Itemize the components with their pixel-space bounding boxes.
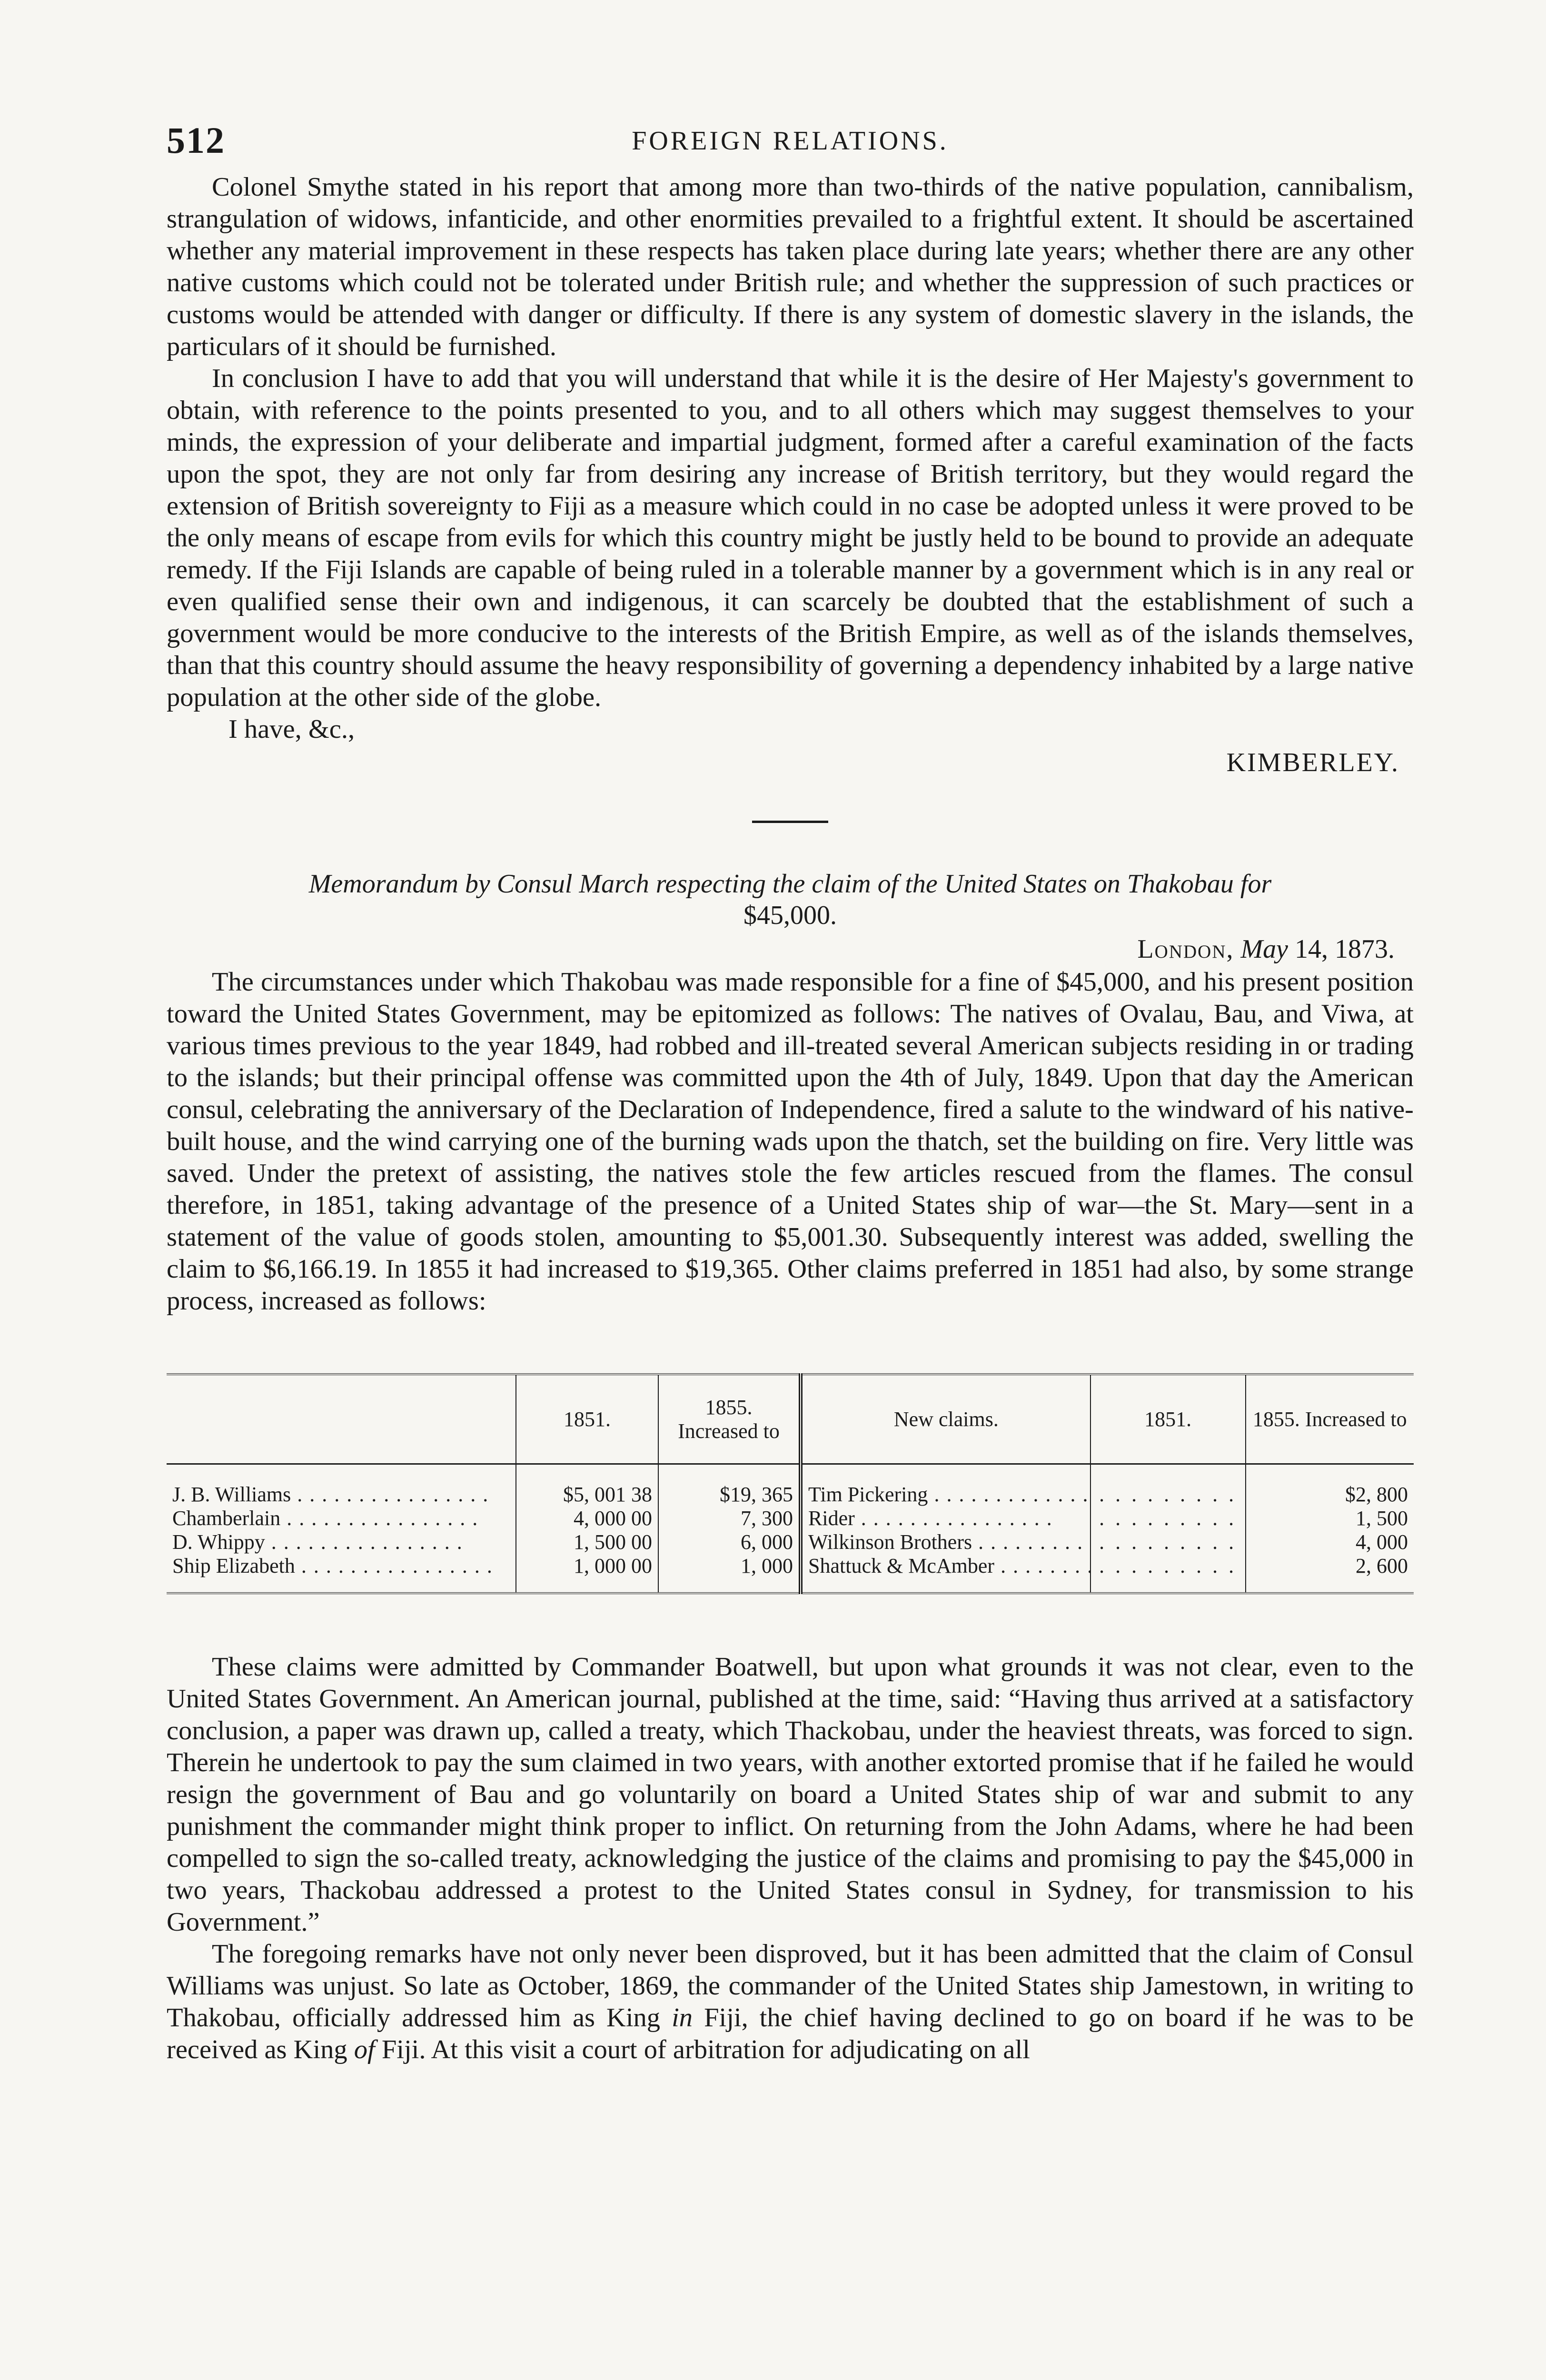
new-claimant-name-text: Wilkinson Brothers xyxy=(808,1530,972,1554)
new-claimant-name xyxy=(801,1507,1090,1530)
salutation: I have, &c., xyxy=(228,714,355,744)
section-divider xyxy=(752,821,828,823)
new-claimant-name-text: Tim Pickering xyxy=(808,1483,928,1506)
memorandum-paragraph: The circumstances under which Thakobau was made responsible for a fine of $45,000, and his present position toward the United States Government, may be epitomized as follows: The natives of Ovalau, Bau, and Viwa, at various times previous to the year 1849, had robbed and ill-treated several American subjects residing in or trading to the islands; but their principal offense was committed upon the 4th of July, 1849. Upon that day the American consul, celebrating the anniversary of the Declaration of Independence, fired a salute to the windward of his native-built house, and the wind carrying one of the burning wads upon the thatch, set the building on fire. Very little was saved. Under the pretext of assisting, the natives stole the few articles rescued from the flames. The consul therefore, in 1851, taking advantage of the presence of a United States ship of war—the St. Mary—sent in a statement of the value of goods stolen, amounting to $5,001.30. Subsequently interest was added, swelling the claim to $6,166.19. In 1855 it had increased to $19,365. Other claims preferred in 1851 had also, by some strange process, increased as follows: xyxy=(167,967,1414,1316)
col-header-new-1855: 1855. Increased to xyxy=(1246,1374,1414,1464)
dot-leader xyxy=(972,1530,1090,1554)
dot-leader xyxy=(928,1483,1090,1506)
col-header-new-1851: 1851. xyxy=(1090,1374,1246,1464)
paragraph-text: Fiji. At this visit a court of arbitration for adjudicating on all xyxy=(375,2035,1030,2064)
paragraph-text: The foregoing remarks have not only never been disproved, but it has been admitted that the claim of Consul Williams was unjust. So late as October, 1869, the commander of the United States ship Jamestown, in writing to Thakobau, officially addressed him as King xyxy=(167,1939,1414,2033)
claimant-name xyxy=(167,1530,516,1554)
new-claim-1855: $2, 800 xyxy=(1246,1464,1414,1507)
memorandum-title-amount: $45,000. xyxy=(743,901,837,930)
new-claimant-name-text: Shattuck & McAmber xyxy=(808,1554,995,1577)
italic-word: in xyxy=(672,2003,693,2033)
document-page xyxy=(167,119,1414,2066)
claim-1855: 1, 000 xyxy=(658,1554,801,1593)
claimant-name-text: Ship Elizabeth xyxy=(172,1554,295,1577)
claimant-name-text: Chamberlain xyxy=(172,1507,281,1530)
memorandum-paragraph xyxy=(167,1938,1414,2066)
col-header-1855: 1855. Increased to xyxy=(658,1374,801,1464)
new-claimant-name xyxy=(801,1530,1090,1554)
col-header-name xyxy=(167,1374,516,1464)
dateline xyxy=(167,934,1414,964)
dot-leader xyxy=(295,1554,493,1577)
new-claimant-name-text: Rider xyxy=(808,1507,855,1530)
claimant-name xyxy=(167,1507,516,1530)
page-number: 512 xyxy=(167,119,225,161)
table-row xyxy=(167,1507,1414,1530)
dateline-date: 14, 1873. xyxy=(1295,934,1395,964)
dot-leader xyxy=(265,1530,463,1554)
dot-leader xyxy=(291,1483,489,1506)
dateline-month: May xyxy=(1240,934,1288,964)
claim-1855: 7, 300 xyxy=(658,1507,801,1530)
memorandum-title-text: Memorandum by Consul March respecting the claim of the United States on Thakobau for xyxy=(308,869,1272,899)
claimant-name xyxy=(167,1554,516,1593)
new-claim-1855: 2, 600 xyxy=(1246,1554,1414,1593)
memorandum-title xyxy=(167,868,1414,931)
new-claim-1855: 1, 500 xyxy=(1246,1507,1414,1530)
new-claim-1851: . . . . . . . . . xyxy=(1090,1554,1246,1593)
dot-leader xyxy=(855,1507,1053,1530)
new-claim-1851: . . . . . . . . . xyxy=(1090,1464,1246,1507)
table-row xyxy=(167,1464,1414,1507)
paragraph-text: Fiji, the chief having declined to go on board if he was to be received as King xyxy=(167,2003,1414,2064)
letter-paragraph: Colonel Smythe stated in his report that among more than two-thirds of the native population, cannibalism, strangulation of widows, infanticide, and other enormities prevailed to a frightful extent. It should be ascertained whether any material improvement in these respects has taken place during late years; whether there are any other native customs which could not be tolerated under British rule; and whether the suppression of such practices or customs would be attended with danger or difficulty. If there is any system of domestic slavery in the islands, the particulars of it should be furnished. xyxy=(167,172,1414,361)
claimant-name-text: D. Whippy xyxy=(172,1530,265,1554)
new-claim-1851: . . . . . . . . . xyxy=(1090,1530,1246,1554)
claim-1851: 1, 500 00 xyxy=(516,1530,658,1554)
letter-paragraph: In conclusion I have to add that you will understand that while it is the desire of Her Majesty's government to obtain, with reference to the points presented to you, and to all others which may suggest themselves to your minds, the expression of your deliberate and impartial judgment, formed after a careful examination of the facts upon the spot, they are not only far from desiring any increase of British territory, but they would regard the extension of British sovereignty to Fiji as a measure which could in no case be adopted unless it were proved to be the only means of escape from evils for which this country might be justly held to be bound to provide an adequate remedy. If the Fiji Islands are capable of being ruled in a tolerable manner by a government which is in any real or even qualified sense their own and indigenous, it can scarcely be doubted that the establishment of such a government would be more conducive to the interests of the British Empire, as well as of the islands themselves, than that this country should assume the heavy responsibility of governing a dependency inhabited by a large native population at the other side of the globe. xyxy=(167,364,1414,712)
letter-body xyxy=(167,171,1414,778)
dot-leader xyxy=(994,1554,1090,1577)
claim-1851: 4, 000 00 xyxy=(516,1507,658,1530)
running-head: FOREIGN RELATIONS. xyxy=(632,126,949,156)
page-header xyxy=(167,119,1414,171)
claims-table xyxy=(167,1373,1414,1594)
dot-leader xyxy=(280,1507,478,1530)
new-claim-1851: . . . . . . . . . xyxy=(1090,1507,1246,1530)
dateline-city: London, xyxy=(1137,934,1234,964)
new-claimant-name xyxy=(801,1554,1090,1593)
claims-table-header-row xyxy=(167,1374,1414,1464)
claim-1851: $5, 001 38 xyxy=(516,1464,658,1507)
claim-1851: 1, 000 00 xyxy=(516,1554,658,1593)
table-row xyxy=(167,1554,1414,1593)
memorandum-paragraph: These claims were admitted by Commander Boatwell, but upon what grounds it was not clear, even to the United States Government. An American journal, published at the time, said: “Having thus arrived at a satisfactory conclusion, a paper was drawn up, called a treaty, which Thackobau, under the heaviest threats, was forced to sign. Therein he undertook to pay the sum claimed in two years, with another extorted promise that if he failed he would resign the government of Bau and go voluntarily on board a United States ship of war and submit to any punishment the commander might think proper to inflict. On returning from the John Adams, where he had been compelled to sign the so-called treaty, acknowledging the justice of the claims and promising to pay the $45,000 in two years, Thackobau addressed a protest to the United States consul in Sydney, for transmission to his Government.” xyxy=(167,1652,1414,1937)
claimant-name xyxy=(167,1464,516,1507)
claimant-name-text: J. B. Williams xyxy=(172,1483,291,1506)
italic-word: of xyxy=(354,2035,375,2064)
new-claimant-name xyxy=(801,1464,1090,1507)
col-header-new-claims: New claims. xyxy=(801,1374,1090,1464)
table-row xyxy=(167,1530,1414,1554)
col-header-1851: 1851. xyxy=(516,1374,658,1464)
claim-1855: $19, 365 xyxy=(658,1464,801,1507)
claim-1855: 6, 000 xyxy=(658,1530,801,1554)
new-claim-1855: 4, 000 xyxy=(1246,1530,1414,1554)
signature: KIMBERLEY. xyxy=(1226,748,1399,777)
